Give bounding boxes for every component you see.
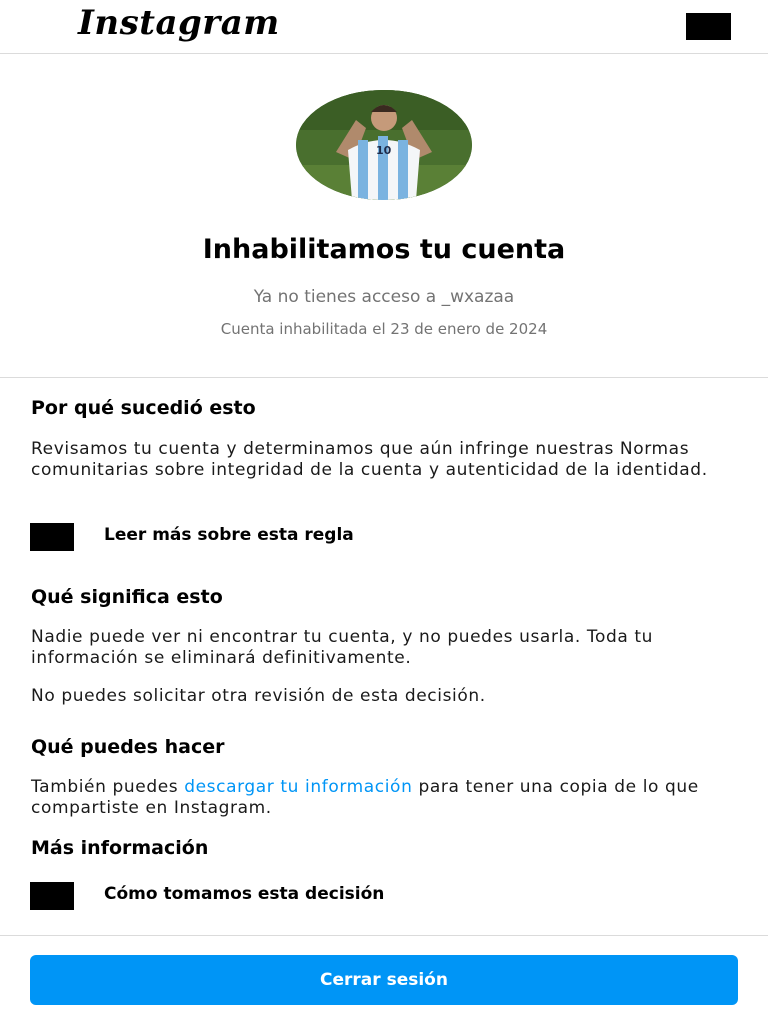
meaning-body-2: No puedes solicitar otra revisión de esta decisión.: [31, 686, 486, 706]
why-heading: Por qué sucedió esto: [31, 397, 256, 419]
decision-link-icon: [30, 882, 74, 910]
avatar-photo-icon: [296, 90, 472, 200]
access-subtitle: Ya no tienes acceso a _wxazaa: [253, 287, 515, 307]
decision-link-label: Cómo tomamos esta decisión: [104, 884, 385, 904]
more-heading: Más información: [31, 837, 209, 859]
instagram-logo: Instagram: [78, 3, 280, 43]
meaning-heading: Qué significa esto: [31, 586, 223, 608]
actions-heading: Qué puedes hacer: [31, 736, 225, 758]
logout-button[interactable]: Cerrar sesión: [30, 955, 738, 1005]
actions-body-prefix: También puedes: [31, 777, 185, 797]
actions-body: [31, 777, 731, 819]
disabled-date-text: Cuenta inhabilitada el 23 de enero de 2024: [220, 320, 548, 338]
header-menu-icon[interactable]: [686, 13, 731, 40]
download-info-link[interactable]: descargar tu información: [184, 777, 413, 797]
why-body: Revisamos tu cuenta y determinamos que aún infringe nuestras Normas comunitarias sobre integridad de la cuenta y autenticidad de la identidad.: [31, 439, 708, 480]
meaning-body-1: Nadie puede ver ni encontrar tu cuenta, y no puedes usarla. Toda tu información se eliminará definitivamente.: [31, 627, 654, 668]
rule-link-icon: [30, 523, 74, 551]
footer-divider: [0, 935, 768, 936]
section-divider: [0, 377, 768, 378]
read-rule-label: Leer más sobre esta regla: [104, 525, 354, 545]
actions-body-suffix: para tener una copia de lo que compartiste en Instagram.: [31, 777, 699, 818]
profile-avatar: [296, 90, 472, 200]
app-header: [0, 0, 768, 54]
page-title: Inhabilitamos tu cuenta: [202, 234, 566, 265]
svg-text:10: 10: [376, 144, 392, 157]
